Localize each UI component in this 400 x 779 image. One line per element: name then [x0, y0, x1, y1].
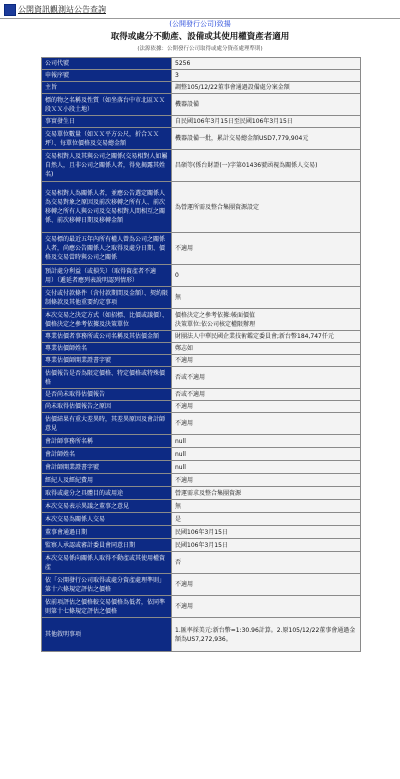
field-value: 否或不適用 [172, 389, 361, 401]
field-label: 經紀人及經紀費用 [42, 474, 172, 487]
field-value: 0 [172, 265, 361, 287]
table-row [42, 265, 361, 287]
table-row [42, 94, 361, 116]
table-row [42, 150, 361, 182]
field-label: 依前項評估之價格較交易價格為低者，依同準則第十七條規定評估之價格 [42, 596, 172, 618]
table-row [42, 82, 361, 94]
field-label: 本次交易為關係人交易 [42, 513, 172, 526]
table-row [42, 618, 361, 652]
field-label: 會計師姓名 [42, 448, 172, 461]
table-row [42, 574, 361, 596]
table-row [42, 539, 361, 552]
table-row [42, 435, 361, 448]
table-row [42, 70, 361, 82]
field-value: null [172, 461, 361, 474]
field-label: 本次交易表示異議之董事之意見 [42, 500, 172, 513]
field-label: 專業估價者事務所或公司名稱及其估價金額 [42, 331, 172, 343]
field-value: 昌碩等(係台財證(一)字第01436號函視為關係人交易) [172, 150, 361, 182]
field-value: null [172, 435, 361, 448]
field-value: 否或不適用 [172, 367, 361, 389]
table-row [42, 500, 361, 513]
table-row [42, 474, 361, 487]
field-label: 事實發生日 [42, 116, 172, 128]
field-label: 本次交易係向關係人取得不動產或其使用權資產 [42, 552, 172, 574]
field-label: 會計師開業證書字號 [42, 461, 172, 474]
table-row [42, 401, 361, 413]
table-row [42, 487, 361, 500]
field-value: 5256 [172, 58, 361, 70]
page-title: 取得或處分不動產、設備或其使用權資產者適用 [110, 32, 290, 42]
field-value: 財團法人中華民國企業技術鑑定委員會;新台幣184,747仟元 [172, 331, 361, 343]
field-label: 估價結果有重大差異時，其差異原因及會計師意見 [42, 413, 172, 435]
field-value: 調整105/12/22董事會通過設備處分案金額 [172, 82, 361, 94]
table-row [42, 461, 361, 474]
field-value: 不適用 [172, 355, 361, 367]
field-label: 申報序號 [42, 70, 172, 82]
field-value: 機器設備一批，累計交易總金額USD7,779,904元 [172, 128, 361, 150]
home-icon[interactable] [4, 4, 16, 16]
table-row [42, 309, 361, 331]
field-label: 專業估價師開業證書字號 [42, 355, 172, 367]
table-row [42, 128, 361, 150]
field-value: 民國106年3月15日 [172, 539, 361, 552]
table-row [42, 448, 361, 461]
field-label: 交易標的最近五年內所有權人曾為公司之關係人者，尚應公告關係人之取得及處分日期、價格及交易當時與公司之關係 [42, 233, 172, 265]
table-row [42, 513, 361, 526]
field-value: 不適用 [172, 574, 361, 596]
field-value: 是 [172, 513, 361, 526]
table-row [42, 526, 361, 539]
field-value: 機器設備 [172, 94, 361, 116]
table-row [42, 233, 361, 265]
table-row [42, 596, 361, 618]
field-label: 標的物之名稱及性質（如坐落台中市北區ＸＸ段ＸＸ小段土地） [42, 94, 172, 116]
field-label: 交易相對人為關係人者，並應公告選定關係人為交易對象之原因及前次移轉之所有人、前次移轉之所有人與公司及交易相對人間相互之關係、前次移轉日期及移轉金額 [42, 182, 172, 233]
field-label: 交易單位數量（如ＸＸ平方公尺，折合ＸＸ坪）、每單位價格及交易總金額 [42, 128, 172, 150]
field-label: 取得或處分之具體目的或用途 [42, 487, 172, 500]
field-label: 交易相對人及其與公司之關係(交易相對人如屬自然人，且非公司之關係人者，得免揭露其姓名) [42, 150, 172, 182]
field-value: 不適用 [172, 596, 361, 618]
table-row [42, 413, 361, 435]
field-label: 預計處分利益（或損失）（取得資產者不適用）（遞延者應列表說明認列情形） [42, 265, 172, 287]
field-label: 是否尚未取得估價報告 [42, 389, 172, 401]
announcement-table [41, 57, 361, 652]
table-row [42, 331, 361, 343]
field-value: 鄭志如 [172, 343, 361, 355]
field-label: 尚未取得估價報告之原因 [42, 401, 172, 413]
field-value: 無 [172, 287, 361, 309]
field-label: 會計師事務所名稱 [42, 435, 172, 448]
field-label: 董事會通過日期 [42, 526, 172, 539]
table-row [42, 287, 361, 309]
divider [0, 18, 400, 19]
company-name: (公開發行公司)致揚 [169, 20, 231, 28]
table-row [42, 355, 361, 367]
field-value: 不適用 [172, 413, 361, 435]
field-value: 自民國106年3月15日至民國106年3月15日 [172, 116, 361, 128]
field-label: 依「公開發行公司取得或處分資產處理準則」第十六條規定評估之價格 [42, 574, 172, 596]
field-value: 否 [172, 552, 361, 574]
field-label: 估價報告是否為限定價格、特定價格或特殊價格 [42, 367, 172, 389]
field-value: 1.匯率採美元:新台幣=1:30.96計算。2.原105/12/22董事會通過金額為US7,272,936。 [172, 618, 361, 652]
announcement-header [0, 20, 400, 53]
field-label: 交付或付款條件（含付款期間及金額）、契約限制條款及其他重要約定事項 [42, 287, 172, 309]
table-row [42, 116, 361, 128]
field-value: 不適用 [172, 401, 361, 413]
table-row [42, 343, 361, 355]
table-row [42, 389, 361, 401]
field-value: null [172, 448, 361, 461]
top-bar [0, 0, 400, 19]
field-label: 公司代號 [42, 58, 172, 70]
field-value: 價格決定之參考依據:帳面價值 決策單位:依公司核定權限辦理 [172, 309, 361, 331]
field-label: 監察人承認或審計委員會同意日期 [42, 539, 172, 552]
field-label: 本次交易之決定方式（如招標、比價或議價）、價格決定之參考依據及決策單位 [42, 309, 172, 331]
table-row [42, 367, 361, 389]
field-value: 不適用 [172, 233, 361, 265]
field-value: 不適用 [172, 474, 361, 487]
field-value: 為營運所需及整合集團資源設定 [172, 182, 361, 233]
legal-basis: (法源依據：公開發行公司取得或處分資產處理準則) [137, 46, 263, 52]
field-label: 其他敘明事項 [42, 618, 172, 652]
field-value: 無 [172, 500, 361, 513]
field-value: 營運需求及整合集團資源 [172, 487, 361, 500]
field-label: 專業估價師姓名 [42, 343, 172, 355]
table-row [42, 552, 361, 574]
table-row [42, 58, 361, 70]
site-title-link[interactable]: 公開資訊觀測站公告查詢 [18, 5, 106, 14]
table-row [42, 182, 361, 233]
field-label: 主旨 [42, 82, 172, 94]
field-value: 民國106年3月15日 [172, 526, 361, 539]
field-value: 3 [172, 70, 361, 82]
